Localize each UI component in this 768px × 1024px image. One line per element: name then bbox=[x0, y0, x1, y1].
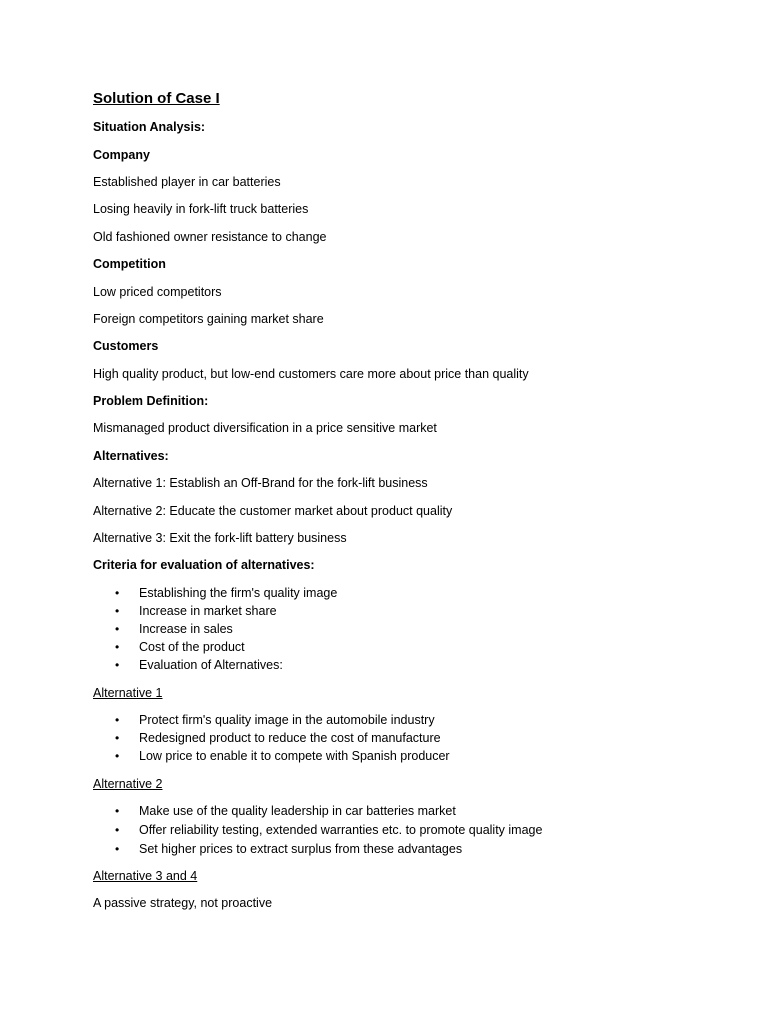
criteria-bullet: Establishing the firm's quality image bbox=[139, 586, 338, 600]
alt1-bullet: Redesigned product to reduce the cost of manufacture bbox=[139, 731, 441, 745]
problem-definition-text: Mismanaged product diversification in a price sensitive market bbox=[93, 421, 437, 435]
bullet-glyph: • bbox=[115, 622, 120, 636]
problem-definition-heading: Problem Definition: bbox=[93, 394, 209, 408]
alternatives-heading: Alternatives: bbox=[93, 449, 169, 463]
competition-heading: Competition bbox=[93, 257, 166, 271]
bullet-glyph: • bbox=[115, 749, 120, 763]
bullet-glyph: • bbox=[115, 713, 120, 727]
company-line: Old fashioned owner resistance to change bbox=[93, 230, 327, 244]
customers-line: High quality product, but low-end customers care more about price than quality bbox=[93, 367, 529, 381]
alternative-3-and-4-heading: Alternative 3 and 4 bbox=[93, 869, 198, 883]
alt1-bullet: Protect firm's quality image in the automobile industry bbox=[139, 713, 435, 727]
customers-heading: Customers bbox=[93, 339, 159, 353]
bullet-glyph: • bbox=[115, 804, 120, 818]
criteria-bullet: Increase in market share bbox=[139, 604, 277, 618]
company-line: Losing heavily in fork-lift truck batteries bbox=[93, 202, 309, 216]
bullet-glyph: • bbox=[115, 658, 120, 672]
criteria-bullet: Increase in sales bbox=[139, 622, 233, 636]
situation-analysis-heading: Situation Analysis: bbox=[93, 120, 206, 134]
criteria-heading: Criteria for evaluation of alternatives: bbox=[93, 558, 315, 572]
bullet-glyph: • bbox=[115, 823, 120, 837]
bullet-glyph: • bbox=[115, 586, 120, 600]
company-line: Established player in car batteries bbox=[93, 175, 281, 189]
bullet-glyph: • bbox=[115, 604, 120, 618]
alt2-bullet: Make use of the quality leadership in car batteries market bbox=[139, 804, 456, 818]
alternative-item: Alternative 3: Exit the fork-lift battery business bbox=[93, 531, 347, 545]
alternative-item: Alternative 2: Educate the customer market about product quality bbox=[93, 504, 453, 518]
alt2-bullet: Offer reliability testing, extended warranties etc. to promote quality image bbox=[139, 823, 543, 837]
criteria-bullet: Cost of the product bbox=[139, 640, 245, 654]
criteria-bullet: Evaluation of Alternatives: bbox=[139, 658, 283, 672]
alternative-item: Alternative 1: Establish an Off-Brand for the fork-lift business bbox=[93, 476, 428, 490]
company-heading: Company bbox=[93, 148, 150, 162]
bullet-glyph: • bbox=[115, 842, 120, 856]
alt2-bullet: Set higher prices to extract surplus from these advantages bbox=[139, 842, 463, 856]
alternative-3-and-4-text: A passive strategy, not proactive bbox=[93, 896, 273, 910]
alt1-bullet: Low price to enable it to compete with Spanish producer bbox=[139, 749, 450, 763]
competition-line: Foreign competitors gaining market share bbox=[93, 312, 324, 326]
bullet-glyph: • bbox=[115, 640, 120, 654]
bullet-glyph: • bbox=[115, 731, 120, 745]
alternative-1-heading: Alternative 1 bbox=[93, 686, 163, 700]
competition-line: Low priced competitors bbox=[93, 285, 222, 299]
document-title: Solution of Case I bbox=[93, 90, 220, 107]
alternative-2-heading: Alternative 2 bbox=[93, 777, 163, 791]
